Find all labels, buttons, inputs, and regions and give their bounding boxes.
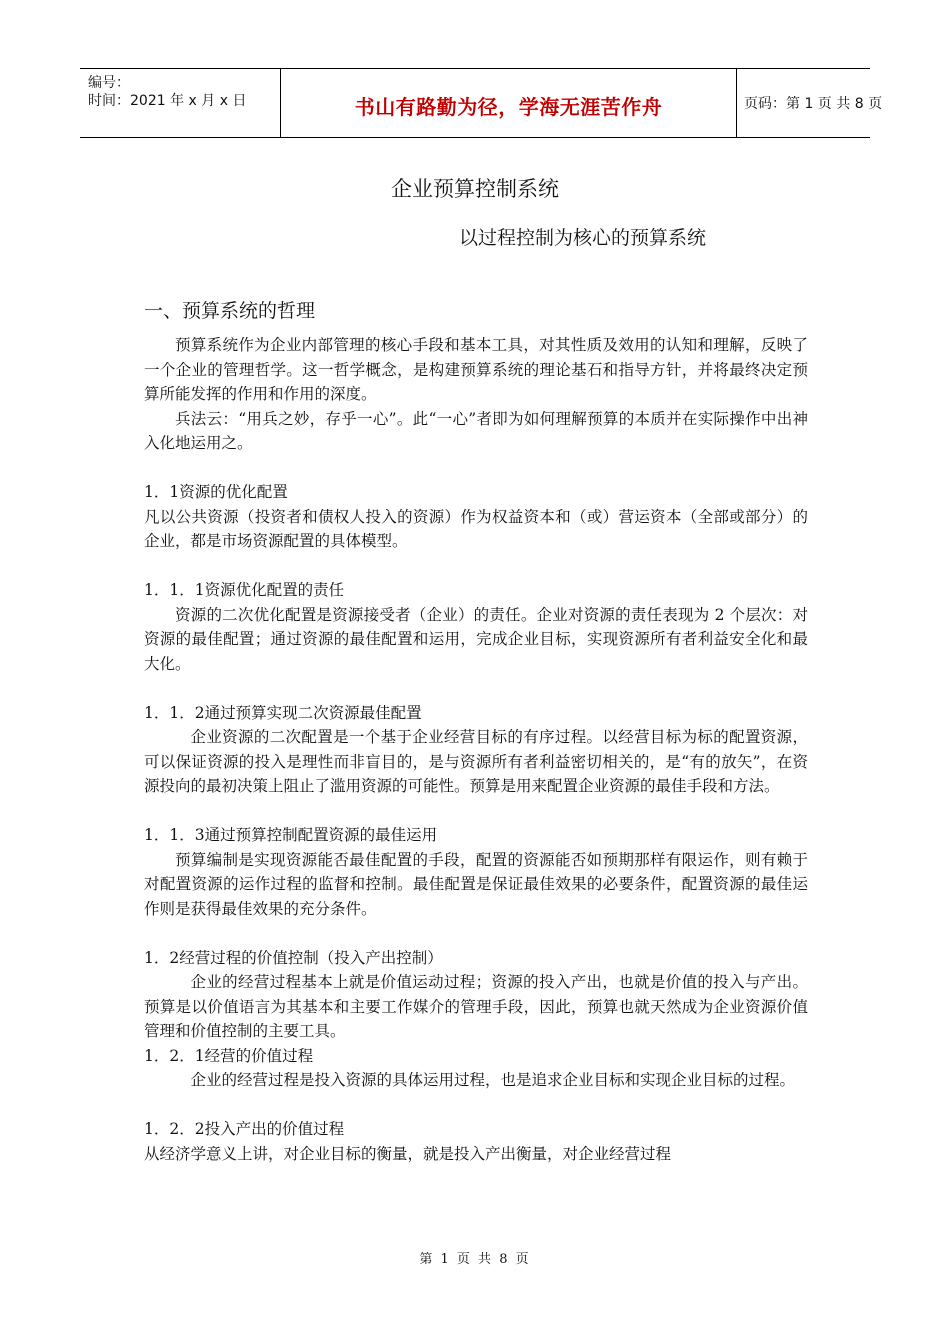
paragraph: 凡以公共资源（投资者和债权人投入的资源）作为权益资本和（或）营运资本（全部或部分）的企业，都是市场资源配置的具体模型。 bbox=[144, 507, 808, 550]
subsection-heading: 1．2．1经营的价值过程 bbox=[144, 1046, 314, 1065]
subsection-heading: 1．1．1资源优化配置的责任 bbox=[144, 581, 345, 599]
date-label: 时间：2021 年 x 月 x 日 bbox=[88, 93, 247, 109]
paragraph: 企业的经营过程是投入资源的具体运用过程，也是追求企业目标和实现企业目标的过程。 bbox=[190, 1071, 796, 1089]
header-table bbox=[80, 68, 883, 138]
subsection-heading: 1．2．2投入产出的价值过程 bbox=[144, 1120, 345, 1138]
subsection-heading: 1．1．3通过预算控制配置资源的最佳运用 bbox=[144, 826, 438, 844]
header-info-cell bbox=[80, 69, 280, 137]
motto: 书山有路勤为径，学海无涯苦作舟 bbox=[354, 95, 663, 119]
subsection-heading: 1．1资源的优化配置 bbox=[144, 483, 288, 501]
header-page-cell bbox=[736, 69, 883, 137]
header-motto-cell bbox=[280, 69, 737, 137]
paragraph: 预算系统作为企业内部管理的核心手段和基本工具，对其性质及效用的认知和理解，反映了一个企业的管理哲学。这一哲学概念，是构建预算系统的理论基石和指导方针，并将最终决定预算所能发挥的作用和作用的深度。 bbox=[144, 336, 808, 403]
section-heading: 一、预算系统的哲理 bbox=[144, 300, 316, 322]
paragraph: 兵法云：“用兵之妙，存乎一心”。此“一心”者即为如何理解预算的本质并在实际操作中出神入化地运用之。 bbox=[144, 409, 808, 452]
paragraph: 从经济学意义上讲，对企业目标的衡量，就是投入产出衡量，对企业经营过程 bbox=[144, 1144, 672, 1163]
subsection-heading: 1．2经营过程的价值控制（投入产出控制） bbox=[144, 948, 443, 967]
document-subtitle: 以过程控制为核心的预算系统 bbox=[459, 227, 707, 249]
paragraph: 企业资源的二次配置是一个基于企业经营目标的有序过程。以经营目标为标的配置资源，可以保证资源的投入是理性而非盲目的，是与资源所有者利益密切相关的，是“有的放矢”，在资源投向的最初决策上阻止了滥用资源的可能性。预算是用来配置企业资源的最佳手段和方法。 bbox=[144, 728, 808, 795]
number-label: 编号： bbox=[88, 75, 130, 91]
paragraph: 企业的经营过程基本上就是价值运动过程；资源的投入产出，也就是价值的投入与产出。预算是以价值语言为其基本和主要工作媒介的管理手段，因此，预算也就天然成为企业资源价值管理和价值控制的主要工具。 bbox=[144, 973, 808, 1040]
document-title: 企业预算控制系统 bbox=[391, 177, 559, 201]
page-footer: 第 1 页 共 8 页 bbox=[419, 1252, 531, 1267]
subsection-heading: 1．1．2通过预算实现二次资源最佳配置 bbox=[144, 703, 422, 722]
paragraph: 资源的二次优化配置是资源接受者（企业）的责任。企业对资源的责任表现为 2 个层次：对资源的最佳配置；通过资源的最佳配置和运用，完成企业目标，实现资源所有者利益安全化和最大化。 bbox=[144, 605, 808, 673]
paragraph: 预算编制是实现资源能否最佳配置的手段，配置的资源能否如预期那样有限运作，则有赖于对配置资源的运作过程的监督和控制。最佳配置是保证最佳效果的必要条件，配置资源的最佳运作则是获得最佳效果的充分条件。 bbox=[144, 850, 808, 918]
page-label: 页码：第 1 页 共 8 页 bbox=[744, 96, 883, 112]
document-body bbox=[144, 333, 808, 1166]
